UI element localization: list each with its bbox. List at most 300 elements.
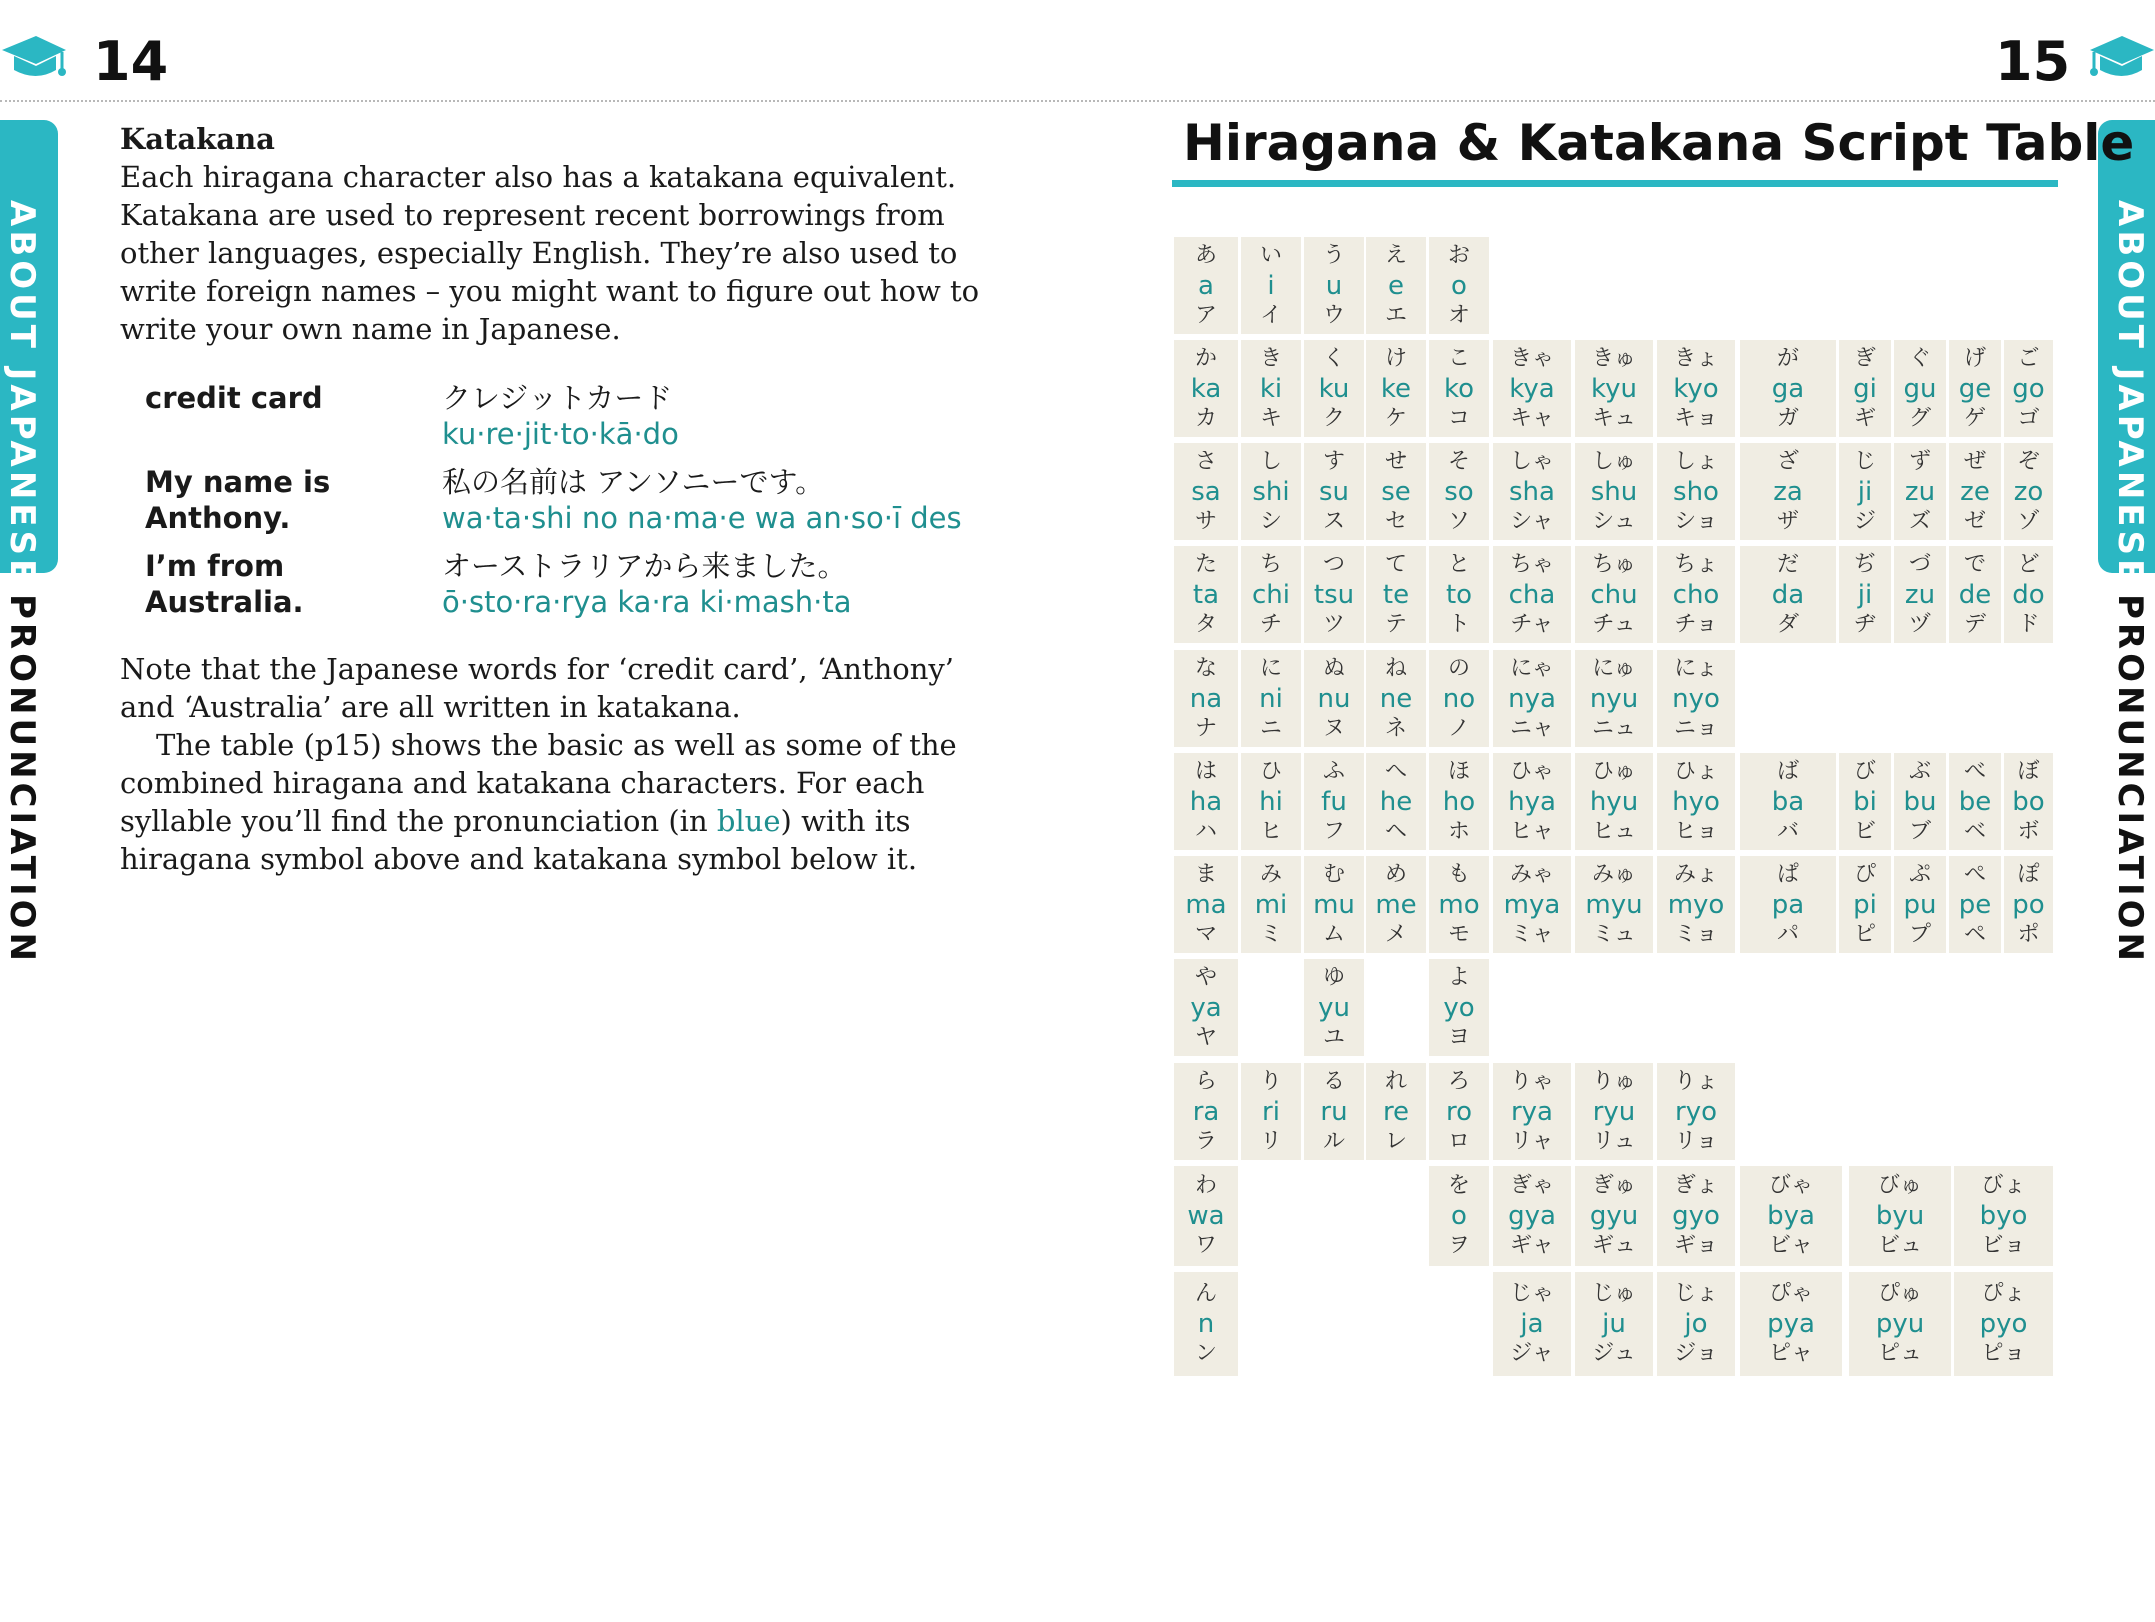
script-cell bbox=[1954, 1272, 2053, 1376]
katakana-symbol: オ bbox=[1447, 302, 1470, 328]
hiragana-symbol: ふ bbox=[1322, 758, 1345, 784]
romaji-pronunciation: ta bbox=[1192, 579, 1220, 610]
katakana-symbol: ニュ bbox=[1591, 715, 1636, 741]
script-cell bbox=[1429, 443, 1489, 540]
hiragana-symbol: み bbox=[1259, 861, 1282, 887]
hiragana-symbol: びょ bbox=[1981, 1173, 2026, 1198]
script-cell bbox=[1493, 340, 1571, 437]
hiragana-symbol: ぴょ bbox=[1981, 1281, 2026, 1306]
katakana-symbol: ツ bbox=[1322, 611, 1345, 637]
script-cell bbox=[1949, 753, 2001, 850]
romaji-pronunciation: ru bbox=[1320, 1096, 1348, 1127]
script-cell bbox=[1304, 856, 1364, 953]
katakana-symbol: ノ bbox=[1447, 715, 1470, 741]
romaji-pronunciation: ge bbox=[1958, 373, 1992, 404]
script-cell bbox=[1174, 753, 1238, 850]
katakana-symbol: ユ bbox=[1322, 1024, 1345, 1050]
hiragana-symbol: び bbox=[1853, 758, 1876, 784]
hiragana-symbol: ちょ bbox=[1673, 551, 1718, 577]
romaji-pronunciation: n bbox=[1197, 1309, 1215, 1339]
script-cell bbox=[1894, 753, 1946, 850]
hiragana-symbol: びゅ bbox=[1877, 1173, 1922, 1198]
romaji-pronunciation: u bbox=[1325, 270, 1343, 301]
script-cell bbox=[1493, 1272, 1571, 1376]
hiragana-symbol: だ bbox=[1776, 551, 1799, 577]
script-cell bbox=[1366, 546, 1426, 643]
script-cell bbox=[1839, 753, 1891, 850]
katakana-symbol: ペ bbox=[1963, 921, 1986, 947]
katakana-symbol: ラ bbox=[1194, 1128, 1217, 1154]
katakana-symbol: ロ bbox=[1447, 1128, 1470, 1154]
script-cell bbox=[1174, 546, 1238, 643]
script-cell bbox=[1304, 753, 1364, 850]
katakana-symbol: ズ bbox=[1908, 508, 1931, 534]
romaji-pronunciation: ha bbox=[1189, 786, 1223, 817]
katakana-symbol: カ bbox=[1194, 405, 1217, 431]
katakana-symbol: ピュ bbox=[1877, 1341, 1922, 1366]
note-paragraphs bbox=[120, 650, 1000, 878]
example-romaji: ō·sto·ra·rya ka·ra ki·mash·ta bbox=[442, 585, 852, 619]
script-cell bbox=[1949, 443, 2001, 540]
script-cell bbox=[2004, 443, 2053, 540]
hiragana-symbol: く bbox=[1322, 345, 1345, 371]
katakana-symbol: ハ bbox=[1194, 818, 1217, 844]
hiragana-symbol: す bbox=[1322, 448, 1345, 474]
romaji-pronunciation: po bbox=[2012, 889, 2045, 920]
hiragana-symbol: じゃ bbox=[1509, 1281, 1554, 1306]
script-cell bbox=[1575, 340, 1653, 437]
hiragana-symbol: こ bbox=[1447, 345, 1470, 371]
script-cell bbox=[1949, 856, 2001, 953]
katakana-symbol: ナ bbox=[1194, 715, 1217, 741]
hiragana-symbol: つ bbox=[1322, 551, 1345, 577]
hiragana-symbol: ほ bbox=[1447, 758, 1470, 784]
romaji-pronunciation: pya bbox=[1767, 1309, 1815, 1339]
romaji-pronunciation: ma bbox=[1185, 889, 1227, 920]
romaji-pronunciation: hi bbox=[1259, 786, 1283, 817]
katakana-symbol: デ bbox=[1963, 611, 1986, 637]
hiragana-symbol: ぷ bbox=[1908, 861, 1931, 887]
hiragana-symbol: みゃ bbox=[1509, 861, 1554, 887]
katakana-symbol: コ bbox=[1447, 405, 1470, 431]
example-label: I’m from bbox=[145, 549, 285, 583]
script-cell bbox=[1304, 340, 1364, 437]
katakana-symbol: ヲ bbox=[1447, 1233, 1470, 1258]
romaji-pronunciation: go bbox=[2012, 373, 2045, 404]
script-cell bbox=[1304, 443, 1364, 540]
katakana-symbol: ウ bbox=[1322, 302, 1345, 328]
romaji-pronunciation: shi bbox=[1252, 476, 1290, 507]
romaji-pronunciation: to bbox=[1445, 579, 1473, 610]
hiragana-symbol: あ bbox=[1194, 242, 1217, 268]
header-divider bbox=[0, 100, 2155, 102]
romaji-pronunciation: sa bbox=[1191, 476, 1221, 507]
hiragana-symbol: ぜ bbox=[1963, 448, 1986, 474]
hiragana-symbol: や bbox=[1194, 964, 1217, 990]
script-cell bbox=[1429, 856, 1489, 953]
romaji-pronunciation: pu bbox=[1903, 889, 1937, 920]
romaji-pronunciation: chu bbox=[1590, 579, 1638, 610]
hiragana-symbol: ちゅ bbox=[1591, 551, 1636, 577]
note-text: The table (p15) shows the basic as well as some of the combined hiragana and katakana characters. For each syllable you’ll find the pronunciation (in bbox=[120, 728, 957, 838]
romaji-pronunciation: chi bbox=[1252, 579, 1290, 610]
hiragana-symbol: しゅ bbox=[1591, 448, 1636, 474]
side-tab-label: ABOUT JAPANESE bbox=[2110, 200, 2150, 587]
example-romaji: wa·ta·shi no na·ma·e wa an·so·ī des bbox=[442, 501, 962, 535]
katakana-symbol: ダ bbox=[1776, 611, 1799, 637]
katakana-symbol: チ bbox=[1259, 611, 1282, 637]
romaji-pronunciation: ryo bbox=[1675, 1096, 1717, 1127]
hiragana-symbol: た bbox=[1194, 551, 1217, 577]
script-cell bbox=[1839, 340, 1891, 437]
script-cell bbox=[1575, 1166, 1653, 1266]
page-number-left: 14 bbox=[93, 30, 169, 93]
hiragana-symbol: る bbox=[1322, 1068, 1345, 1094]
romaji-pronunciation: hyu bbox=[1589, 786, 1639, 817]
katakana-symbol: ギョ bbox=[1673, 1233, 1718, 1258]
romaji-pronunciation: pyo bbox=[1979, 1309, 2028, 1339]
romaji-pronunciation: pe bbox=[1958, 889, 1992, 920]
hiragana-symbol: し bbox=[1259, 448, 1282, 474]
katakana-symbol: ン bbox=[1194, 1341, 1217, 1366]
note-text: ) with its hiragana symbol above and katakana symbol below it. bbox=[120, 804, 918, 876]
table-title: Hiragana & Katakana Script Table bbox=[1183, 114, 2135, 172]
romaji-pronunciation: shu bbox=[1590, 476, 1638, 507]
romaji-pronunciation: ra bbox=[1192, 1096, 1220, 1127]
katakana-symbol: フ bbox=[1322, 818, 1345, 844]
katakana-symbol: ク bbox=[1322, 405, 1345, 431]
romaji-pronunciation: ni bbox=[1259, 683, 1283, 714]
romaji-pronunciation: na bbox=[1189, 683, 1223, 714]
script-cell bbox=[1657, 1166, 1735, 1266]
script-cell bbox=[1241, 546, 1301, 643]
script-cell bbox=[1174, 340, 1238, 437]
katakana-symbol: タ bbox=[1194, 611, 1217, 637]
hiragana-symbol: しょ bbox=[1673, 448, 1718, 474]
script-cell bbox=[1740, 753, 1836, 850]
romaji-pronunciation: fu bbox=[1321, 786, 1347, 817]
romaji-pronunciation: do bbox=[2012, 579, 2045, 610]
hiragana-symbol: ま bbox=[1194, 861, 1217, 887]
hiragana-symbol: ぐ bbox=[1908, 345, 1931, 371]
katakana-symbol: ゲ bbox=[1963, 405, 1986, 431]
katakana-symbol: ギャ bbox=[1509, 1233, 1554, 1258]
hiragana-symbol: き bbox=[1259, 345, 1282, 371]
script-cell bbox=[1366, 443, 1426, 540]
script-cell bbox=[1657, 753, 1735, 850]
katakana-symbol: シュ bbox=[1592, 508, 1636, 534]
romaji-pronunciation: te bbox=[1382, 579, 1410, 610]
romaji-pronunciation: ka bbox=[1190, 373, 1222, 404]
script-cell bbox=[1657, 546, 1735, 643]
hiragana-symbol: ご bbox=[2017, 345, 2040, 371]
romaji-pronunciation: wa bbox=[1187, 1201, 1225, 1231]
katakana-symbol: ビュ bbox=[1877, 1233, 1922, 1258]
katakana-symbol: ジョ bbox=[1674, 1341, 1718, 1366]
hiragana-symbol: を bbox=[1447, 1173, 1470, 1198]
script-cell bbox=[1894, 856, 1946, 953]
romaji-pronunciation: hyo bbox=[1672, 786, 1720, 817]
hiragana-symbol: い bbox=[1259, 242, 1282, 268]
katakana-symbol: ヒ bbox=[1259, 818, 1282, 844]
hiragana-symbol: の bbox=[1447, 655, 1470, 681]
katakana-symbol: キ bbox=[1259, 405, 1282, 431]
example-japanese: クレジットカード bbox=[442, 381, 673, 415]
romaji-pronunciation: bo bbox=[2012, 786, 2045, 817]
hiragana-symbol: ど bbox=[2017, 551, 2040, 577]
hiragana-symbol: ぎゅ bbox=[1591, 1173, 1636, 1198]
romaji-pronunciation: byo bbox=[1979, 1201, 2028, 1231]
romaji-pronunciation: mu bbox=[1313, 889, 1355, 920]
romaji-pronunciation: ke bbox=[1380, 373, 1412, 404]
romaji-pronunciation: rya bbox=[1510, 1096, 1553, 1127]
katakana-symbol: チャ bbox=[1510, 611, 1554, 637]
katakana-symbol: ミ bbox=[1259, 921, 1282, 947]
katakana-symbol: シ bbox=[1259, 508, 1282, 534]
katakana-symbol: ヨ bbox=[1447, 1024, 1470, 1050]
romaji-pronunciation: za bbox=[1773, 476, 1803, 507]
side-tab-label: ABOUT JAPANESE bbox=[2, 200, 42, 587]
script-cell bbox=[1839, 856, 1891, 953]
hiragana-symbol: じゅ bbox=[1591, 1281, 1636, 1306]
script-cell bbox=[1304, 237, 1364, 334]
hiragana-symbol: か bbox=[1194, 345, 1217, 371]
romaji-pronunciation: ji bbox=[1857, 579, 1873, 610]
script-cell bbox=[1575, 443, 1653, 540]
hiragana-symbol: ぼ bbox=[2017, 758, 2040, 784]
romaji-pronunciation: nu bbox=[1317, 683, 1351, 714]
katakana-symbol: マ bbox=[1194, 921, 1217, 947]
hiragana-symbol: め bbox=[1384, 861, 1407, 887]
romaji-pronunciation: myu bbox=[1585, 889, 1643, 920]
katakana-symbol: ポ bbox=[2017, 921, 2040, 947]
script-cell bbox=[1304, 650, 1364, 747]
hiragana-symbol: と bbox=[1447, 551, 1470, 577]
katakana-symbol: ニョ bbox=[1673, 715, 1718, 741]
katakana-symbol: ヅ bbox=[1908, 611, 1931, 637]
romaji-pronunciation: ja bbox=[1520, 1309, 1544, 1339]
katakana-symbol: セ bbox=[1384, 508, 1407, 534]
romaji-pronunciation: gu bbox=[1903, 373, 1937, 404]
script-cell bbox=[1575, 546, 1653, 643]
hiragana-symbol: ぴ bbox=[1853, 861, 1876, 887]
example-label: credit card bbox=[145, 381, 323, 415]
script-cell bbox=[1241, 753, 1301, 850]
katakana-symbol: パ bbox=[1776, 921, 1799, 947]
romaji-pronunciation: byu bbox=[1875, 1201, 1925, 1231]
hiragana-symbol: な bbox=[1194, 655, 1217, 681]
katakana-symbol: ル bbox=[1322, 1128, 1345, 1154]
hiragana-symbol: づ bbox=[1908, 551, 1931, 577]
romaji-pronunciation: bya bbox=[1767, 1201, 1815, 1231]
script-cell bbox=[1304, 546, 1364, 643]
romaji-pronunciation: ri bbox=[1262, 1096, 1280, 1127]
hiragana-symbol: ば bbox=[1776, 758, 1799, 784]
katakana-symbol: ブ bbox=[1908, 818, 1931, 844]
hiragana-symbol: お bbox=[1447, 242, 1470, 268]
katakana-symbol: メ bbox=[1384, 921, 1407, 947]
katakana-symbol: ヘ bbox=[1384, 818, 1407, 844]
katakana-symbol: ジ bbox=[1853, 508, 1876, 534]
romaji-pronunciation: mya bbox=[1503, 889, 1561, 920]
script-cell bbox=[1241, 237, 1301, 334]
katakana-symbol: ミョ bbox=[1674, 921, 1718, 947]
script-cell bbox=[1949, 546, 2001, 643]
script-cell bbox=[1174, 237, 1238, 334]
katakana-symbol: ゴ bbox=[2017, 405, 2040, 431]
katakana-symbol: チョ bbox=[1674, 611, 1718, 637]
katakana-symbol: ニャ bbox=[1509, 715, 1554, 741]
script-cell bbox=[1657, 856, 1735, 953]
romaji-pronunciation: o bbox=[1451, 1201, 1467, 1231]
hiragana-symbol: ぴゃ bbox=[1768, 1281, 1813, 1306]
katakana-symbol: ネ bbox=[1384, 715, 1407, 741]
katakana-symbol: ザ bbox=[1776, 508, 1799, 534]
script-cell bbox=[1429, 237, 1489, 334]
script-cell bbox=[1740, 546, 1836, 643]
katakana-symbol: ド bbox=[2017, 611, 2040, 637]
romaji-pronunciation: bu bbox=[1903, 786, 1937, 817]
script-cell bbox=[1839, 443, 1891, 540]
romaji-pronunciation: no bbox=[1442, 683, 1476, 714]
romaji-pronunciation: zo bbox=[2013, 476, 2044, 507]
katakana-symbol: キャ bbox=[1509, 405, 1554, 431]
hiragana-symbol: ひ bbox=[1259, 758, 1282, 784]
romaji-pronunciation: e bbox=[1388, 270, 1404, 301]
hiragana-symbol: ら bbox=[1194, 1068, 1217, 1094]
katakana-symbol: ゼ bbox=[1963, 508, 1986, 534]
romaji-pronunciation: tsu bbox=[1313, 579, 1355, 610]
hiragana-symbol: ぢ bbox=[1853, 551, 1876, 577]
example-label: Australia. bbox=[145, 585, 304, 619]
script-cell bbox=[1174, 650, 1238, 747]
katakana-symbol: ミュ bbox=[1592, 921, 1636, 947]
hiragana-symbol: きょ bbox=[1673, 345, 1718, 371]
script-cell bbox=[1241, 650, 1301, 747]
hiragana-symbol: う bbox=[1322, 242, 1345, 268]
romaji-pronunciation: ki bbox=[1259, 373, 1283, 404]
script-cell bbox=[1493, 546, 1571, 643]
hiragana-symbol: ず bbox=[1908, 448, 1931, 474]
romaji-pronunciation: zu bbox=[1904, 476, 1936, 507]
katakana-symbol: モ bbox=[1447, 921, 1470, 947]
hiragana-symbol: りゃ bbox=[1509, 1068, 1554, 1094]
romaji-pronunciation: su bbox=[1318, 476, 1350, 507]
romaji-pronunciation: ba bbox=[1771, 786, 1805, 817]
katakana-symbol: ギ bbox=[1853, 405, 1876, 431]
script-cell bbox=[1493, 1063, 1571, 1160]
romaji-pronunciation: jo bbox=[1684, 1309, 1708, 1339]
katakana-symbol: サ bbox=[1194, 508, 1217, 534]
romaji-pronunciation: ju bbox=[1602, 1309, 1626, 1339]
script-cell bbox=[1241, 443, 1301, 540]
hiragana-symbol: は bbox=[1194, 758, 1217, 784]
script-cell bbox=[1493, 443, 1571, 540]
katakana-symbol: バ bbox=[1776, 818, 1799, 844]
script-cell bbox=[1493, 650, 1571, 747]
hiragana-symbol: ぎゃ bbox=[1509, 1173, 1554, 1198]
title-underline bbox=[1172, 180, 2058, 187]
romaji-pronunciation: pi bbox=[1853, 889, 1877, 920]
script-cell bbox=[1241, 1063, 1301, 1160]
script-cell bbox=[1894, 443, 1946, 540]
script-cell bbox=[1493, 753, 1571, 850]
script-cell bbox=[1954, 1166, 2053, 1266]
script-cell bbox=[1429, 650, 1489, 747]
hiragana-symbol: そ bbox=[1447, 448, 1470, 474]
hiragana-symbol: にゃ bbox=[1510, 655, 1554, 681]
romaji-pronunciation: de bbox=[1958, 579, 1992, 610]
hiragana-symbol: べ bbox=[1963, 758, 1986, 784]
graduation-cap-icon bbox=[2088, 30, 2155, 86]
romaji-pronunciation: ro bbox=[1445, 1096, 1473, 1127]
script-cell bbox=[1657, 340, 1735, 437]
hiragana-symbol: ひゃ bbox=[1509, 758, 1554, 784]
hiragana-symbol: げ bbox=[1963, 345, 1986, 371]
script-cell bbox=[1949, 340, 2001, 437]
romaji-pronunciation: mo bbox=[1438, 889, 1480, 920]
example-label: My name is bbox=[145, 465, 331, 499]
graduation-cap-icon bbox=[0, 30, 68, 86]
script-cell bbox=[1174, 1166, 1238, 1266]
katakana-symbol: リョ bbox=[1674, 1128, 1718, 1154]
script-cell bbox=[1740, 443, 1836, 540]
romaji-pronunciation: gyu bbox=[1589, 1201, 1639, 1231]
script-cell bbox=[1493, 856, 1571, 953]
katakana-symbol: プ bbox=[1908, 921, 1931, 947]
romaji-pronunciation: pyu bbox=[1875, 1309, 1925, 1339]
script-cell bbox=[2004, 856, 2053, 953]
romaji-pronunciation: me bbox=[1375, 889, 1417, 920]
katakana-symbol: ス bbox=[1322, 508, 1345, 534]
romaji-pronunciation: gi bbox=[1853, 373, 1877, 404]
romaji-pronunciation: so bbox=[1444, 476, 1474, 507]
katakana-symbol: ビャ bbox=[1768, 1233, 1813, 1258]
katakana-symbol: キョ bbox=[1673, 405, 1718, 431]
katakana-symbol: ホ bbox=[1447, 818, 1470, 844]
script-cell bbox=[1575, 1272, 1653, 1376]
script-cell bbox=[1429, 959, 1489, 1056]
katakana-symbol: ア bbox=[1194, 302, 1217, 328]
katakana-symbol: ビ bbox=[1853, 818, 1876, 844]
hiragana-symbol: じょ bbox=[1673, 1281, 1718, 1306]
romaji-pronunciation: i bbox=[1267, 270, 1275, 301]
katakana-symbol: グ bbox=[1908, 405, 1931, 431]
hiragana-symbol: ぺ bbox=[1963, 861, 1986, 887]
hiragana-symbol: よ bbox=[1447, 964, 1470, 990]
romaji-pronunciation: kyu bbox=[1591, 373, 1637, 404]
romaji-pronunciation: pa bbox=[1771, 889, 1805, 920]
script-cell bbox=[2004, 546, 2053, 643]
hiragana-symbol: ぬ bbox=[1322, 655, 1345, 681]
romaji-pronunciation: hya bbox=[1508, 786, 1556, 817]
script-cell bbox=[1429, 340, 1489, 437]
katakana-symbol: チュ bbox=[1592, 611, 1636, 637]
hiragana-symbol: ぱ bbox=[1776, 861, 1799, 887]
romaji-pronunciation: zu bbox=[1904, 579, 1936, 610]
katakana-symbol: ヌ bbox=[1322, 715, 1345, 741]
script-cell bbox=[1174, 959, 1238, 1056]
romaji-pronunciation: cho bbox=[1672, 579, 1720, 610]
script-cell bbox=[1657, 1063, 1735, 1160]
script-cell bbox=[1429, 753, 1489, 850]
script-cell bbox=[1657, 1272, 1735, 1376]
romaji-pronunciation: myo bbox=[1667, 889, 1725, 920]
romaji-pronunciation: re bbox=[1382, 1096, 1410, 1127]
note-blue-word: blue bbox=[716, 804, 781, 838]
romaji-pronunciation: nyo bbox=[1672, 683, 1720, 714]
script-cell bbox=[1894, 546, 1946, 643]
